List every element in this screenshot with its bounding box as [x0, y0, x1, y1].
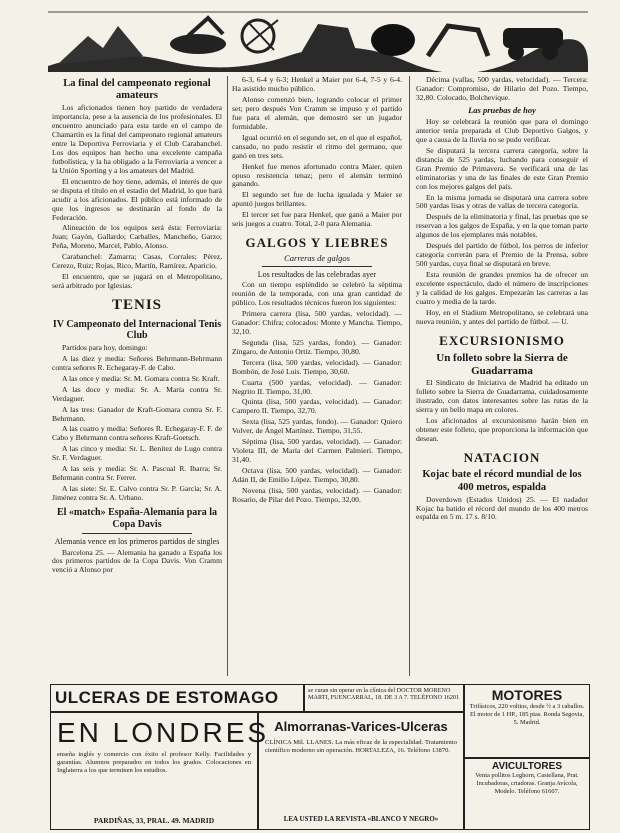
paragraph: El segundo set fue de lucha igualada y Maier se apuntó juegos brillantes. — [232, 190, 402, 209]
ad-text: enseña inglés y comercio con éxito el profesor Kelly. Facilidades y garantías. Alumnos preparados en todos los grados. Colocaciones en Inglaterra a los que terminen los estudios. — [57, 751, 251, 774]
ad-avicultores — [464, 758, 590, 830]
article-heading: Un folleto sobre la Sierra de Guadarrama — [436, 352, 568, 377]
article-heading: La final del campeonato regional amateurs — [63, 78, 211, 101]
section-banner-illustration — [48, 6, 588, 72]
paragraph: Tercera (lisa, 500 yardas, velocidad). — Ganador: Bombón, de José Luis. Tiempo, 30,60. — [232, 357, 402, 376]
paragraph: Hoy, en el Stadium Metropolitano, se celebrará una nueva reunión, y antes del partido de fútbol. — U. — [416, 307, 588, 326]
paragraph: Henkel fue menos afortunado contra Maier, quien opuso resistencia tenaz; pero el alemán terminó ganando. — [232, 161, 402, 189]
paragraph: Doverdown (Estados Unidos) 25. — El nadador Kojac ha batido el récord del mundo de los 400 metros espalda en 5 m. 17 s. 8/10. — [416, 494, 588, 522]
ad-title: Almorranas-Varices-Ulceras — [274, 719, 448, 734]
paragraph: Esta reunión de grandes premios ha de ofrecer un excelente espectáculo, dado el número de inscripciones y la calidad de los galgos. Empezarán las carreras a las cuatro y media de la tarde. — [416, 270, 588, 306]
ad-address: PARDIÑAS, 33, PRAL. 49. MADRID — [93, 816, 215, 825]
column-divider — [227, 76, 228, 676]
paragraph: Quinta (lisa, 500 yardas, velocidad). — Ganador: Campero II. Tiempo, 32,70. — [232, 397, 402, 416]
article-subheading: Alemania vence en los primeros partidos de singles — [54, 537, 220, 547]
paragraph: Barcelona 25. — Alemania ha ganado a España los dos primeros partidos de la Copa Davis. Von Cramm venció a Alonso por — [52, 547, 222, 575]
article-heading: Kojac bate el récord mundial de los 400 metros, espalda — [422, 469, 582, 493]
paragraph: Séptima (lisa, 500 yardas, velocidad). — Ganador: Violeta III, de María del Carmen Palmieri. Tiempo, 31,40. — [232, 437, 402, 465]
paragraph: Después del partido de fútbol, los perros de inferior categoría correrán para el Premio de la Prensa, sobre 500 yardas, cuya final se disputará en breve. — [416, 241, 588, 269]
sports-engraving-icon — [48, 6, 588, 72]
paragraph: Los aficionados tienen hoy partido de verdadera importancia, pese a la ausencia de los profesionales. El encuentro anunciado para esta tarde en el campo de Chamartín es la final del campeonato regional amateurs entre la Deportiva Ferroviaria y el Club Carabanchel. Los dos equipos han hecho una excelente campaña futbolística, y la ha obligado a la Ferroviaria a vencer a la Unión Sporting y a los amateurs del Madrid. — [52, 103, 222, 175]
ad-ulceras — [50, 684, 304, 712]
paragraph: Novena (lisa, 500 yardas, velocidad). — Ganador: Rosario, de Pilar del Pozo. Tiempo, 32,00. — [232, 486, 402, 504]
paragraph: Hoy se celebrará la reunión que para el domingo anterior tenía preparada el Club Deportivo Galgos, y que a causa de la lluvia no se pudo verificar. — [416, 116, 588, 144]
column-middle — [232, 76, 402, 676]
column-right — [416, 76, 588, 676]
paragraph: Octava (lisa, 500 yardas, velocidad). — Ganador: Adán II, de Emilio López. Tiempo, 30,80. — [232, 466, 402, 485]
paragraph: El encuentro, que se jugará en el Metropolitano, será arbitrado por Iglesias. — [52, 272, 222, 291]
paragraph: Después de la eliminatoria y final, las pruebas que se reservan a los galgos de España, y en la que toman parte algunos de los ejemplares más notables. — [416, 212, 588, 240]
paragraph: A las once y media: Sr. M. Gomara contra Sr. Kraft. — [62, 373, 220, 383]
advertisements-strip — [50, 684, 590, 830]
ad-text: Trifásicos, 220 voltios, desde ½ a 3 caballos. El motor de 1 HP., 185 ptas. Ronda Segovia, 5. Madrid. — [469, 703, 585, 726]
ad-text: Venta pollitos Leghorn, Castellana, Prat. Incubadoras, criadoras. Granja Avícola, Modelo. Teléfono 61607. — [475, 772, 579, 795]
paragraph: A las seis y media: Sr. A. Pascual R. Ibarra; Sr. Behrmann contra Sr. Ferrer. — [52, 464, 222, 483]
article-subheading: Las pruebas de hoy — [468, 104, 536, 115]
paragraph: Los aficionados al excursionismo harán bien en obtener este folleto, que proporciona la información que desean. — [416, 416, 588, 444]
section-heading-natacion: NATACION — [463, 450, 541, 466]
paragraph: Carabanchel: Zamarra; Casas, Corrales; Pérez, Cerezo, Ruiz; Rojas, Rico, Martín, Ramírez, Aparicio. — [52, 252, 222, 271]
article-subheading: Los resultados de las celebradas ayer — [257, 269, 377, 279]
paragraph: En la misma jornada se disputará una carrera sobre 500 yardas lisas y otras de vallas de tercera categoría. — [416, 192, 588, 211]
section-heading-tenis: TENIS — [111, 297, 163, 314]
ad-title: EN LONDRES — [57, 717, 270, 748]
ad-title: MOTORES — [491, 687, 563, 703]
section-heading-galgos: GALGOS Y LIEBRES — [245, 235, 389, 251]
ad-text: CLÍNICA Mil. LLANES. La más eficaz de la especialidad. Tratamiento científico moderno sin operación. HORTALEZA, 16. Teléfono 13870. — [265, 739, 457, 754]
paragraph: Segunda (lisa, 525 yardas, fondo). — Ganador: Zíngaro, de Antonio Ortiz. Tiempo, 30,80. — [232, 337, 402, 356]
paragraph: Primera carrera (lisa, 500 yardas, velocidad). — Ganador: Chifra; colocados: Monte y Mancha. Tiempo, 32,10. — [232, 308, 402, 336]
paragraph: Cuarta (500 yardas, velocidad). — Ganador: Negrito II. Tiempo, 31,00. — [232, 377, 402, 396]
ad-almorranas — [258, 712, 464, 830]
paragraph: Sexta (lisa, 525 yardas, fondo). — Ganador: Quiero Volver, de Ángel Martínez. Tiempo, 31,55. — [232, 417, 402, 436]
paragraph: A las cinco y media: Sr. L. Benítez de Lugo contra Sr. F. Verdaguer. — [52, 444, 222, 463]
divider — [82, 533, 192, 534]
ad-motores — [464, 684, 590, 758]
paragraph: Se disputará la tercera carrera categoría, sobre la distancia de 525 yardas, luchando para conseguir el Gran Premio de Primavera. Se verificará una de las eliminatorias y una de las finales de este Gran Premio con los mejores galgos del país. — [416, 145, 588, 191]
paragraph: El Sindicato de Iniciativa de Madrid ha editado un folleto sobre la Sierra de Guadarrama, cuidadosamente ilustrado, con datos interesantes sobre las rutas de la sierra y un bello mapa en colores. — [416, 378, 588, 415]
column-divider — [409, 76, 410, 676]
ad-title: ULCERAS DE ESTOMAGO — [55, 688, 279, 707]
ad-doctor-moreno — [304, 684, 464, 712]
paragraph: A las siete: Sr. E. Calvo contra Sr. P. García; Sr. A. Jiménez contra Sr. A. Urbano. — [52, 484, 222, 503]
section-heading-excursionismo: EXCURSIONISMO — [439, 332, 565, 348]
paragraph: Igual ocurrió en el segundo set, en el que el español, cansado, no pudo resistir el ritmo del germano, que ganó en tres sets. — [232, 132, 402, 160]
divider — [262, 266, 372, 267]
article-heading: El «match» España-Alemania para la Copa Davis — [56, 507, 217, 530]
paragraph: Con un tiempo espléndido se celebró la séptima reunión de la temporada, con una gran cantidad de público. Los resultados técnicos fueron los siguientes: — [232, 280, 402, 307]
column-left — [52, 76, 222, 676]
paragraph: A las diez y media: Señores Behrmann-Behrmann contra señores R. Echegaray-F. de Cabo. — [52, 353, 222, 372]
paragraph: El encuentro de hoy tiene, además, el interés de que se disputa el título en el estadio del Madrid, lo que hará acudir a los aficionados. El público está informado de que los ingresos se destinarán al fondo de la Federación. — [52, 176, 222, 222]
paragraph: A las doce y media: Sr. A. María contra Sr. Verdaguer. — [52, 384, 222, 403]
article-subheading: Carreras de galgos — [284, 252, 350, 263]
paragraph: Alineación de los equipos será ésta: Ferroviaria: Juan; Gayón, Gallardo; Carballes, Mancheño, Garzo; Peña, Moreno, Marcel, Pablo, Alonso. — [52, 223, 222, 251]
paragraph: Décima (vallas, 500 yardas, velocidad). — Tercera: Ganador: Compromiso, de Hilario del Pozo. Tiempo, 32,80. Colocado, Bolchevique. — [416, 76, 588, 102]
paragraph: Partidos para hoy, domingo: — [62, 342, 148, 352]
paragraph: A las tres: Ganador de Kraft-Gomara contra Sr. F. Behrmann. — [52, 404, 222, 423]
ad-footer: LEA USTED LA REVISTA «BLANCO Y NEGRO» — [283, 815, 439, 823]
paragraph: Alonso comenzó bien, logrando colocar el primer set; pero después Von Cramm se impuso y el partido fue para el alemán, que demostró ser un jugador formidable. — [232, 94, 402, 131]
ad-title: AVICULTORES — [491, 761, 562, 772]
paragraph: 6-3, 6-4 y 6-3; Henkel a Maier por 6-4, 7-5 y 6-4. Ha asistido mucho público. — [232, 76, 402, 93]
paragraph: El tercer set fue para Henkel, que ganó a Maier por seis juegos a cuatro. Total, 2-0 para Alemania. — [232, 210, 402, 229]
ad-en-londres — [50, 712, 270, 830]
ad-text: se curan sin operar en la clínica del DOCTOR MORENO MARTI, FUENCARRAL, 18. DE 3 A 7. TELÉFONO 16201 — [308, 687, 460, 702]
paragraph: A las cuatro y media: Señores R. Echegaray-F. F. de Cabo y Behrmann contra señores Kraft-Goetsch. — [52, 424, 222, 443]
article-heading: IV Campeonato del Internacional Tenis Club — [52, 318, 222, 342]
